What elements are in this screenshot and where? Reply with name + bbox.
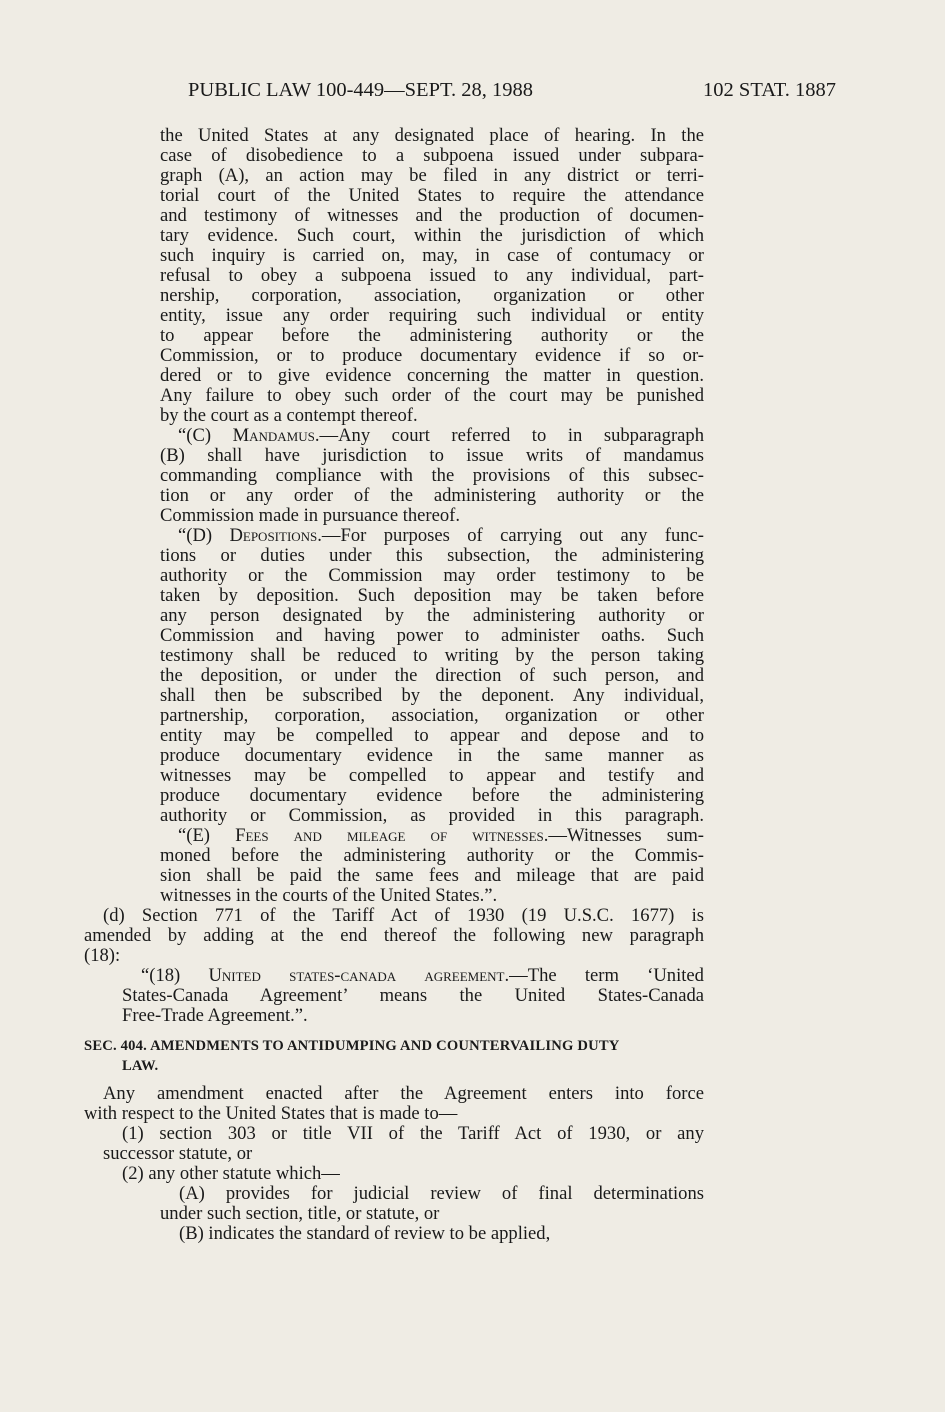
text-line: produce documentary evidence in the same manner as [160,745,704,766]
text-line: by the court as a contempt thereof. [160,405,418,426]
paragraph-heading: United states-canada agreement [208,965,505,986]
text-line: sion shall be paid the same fees and mileage that are paid [160,865,704,886]
list-subitem: (A) provides for judicial review of final determinations [179,1183,704,1204]
text-line: tions or duties under this subsection, the administering [160,545,704,566]
text-line: graph (A), an action may be filed in any district or terri- [160,165,704,186]
law-title: PUBLIC LAW 100-449—SEPT. 28, 1988 [188,79,533,101]
list-subitem-continuation: under such section, title, or statute, or [160,1203,440,1224]
text-line: nership, corporation, association, organization or other [160,285,704,306]
text-line: with respect to the United States that is made to— [84,1103,458,1124]
list-item: (1) section 303 or title VII of the Tariff Act of 1930, or any [122,1123,704,1144]
text-line: (B) shall have jurisdiction to issue writs of mandamus [160,445,704,466]
text-line: moned before the administering authority or the Commis- [160,845,704,866]
section-heading-line: SEC. 404. AMENDMENTS TO ANTIDUMPING AND COUNTERVAILING DUTY [84,1038,620,1054]
text-line: Any amendment enacted after the Agreement enters into force [103,1083,704,1104]
text-line: Free-Trade Agreement.”. [122,1005,308,1026]
text-line: Commission made in pursuance thereof. [160,505,461,526]
page-header [188,77,836,103]
text-line: dered or to give evidence concerning the matter in question. [160,365,704,386]
paragraph-first-line [141,966,704,986]
text-line: the deposition, or under the direction of such person, and [160,665,704,686]
text-line: States-Canada Agreement’ means the United States-Canada [122,985,704,1006]
text-line: tary evidence. Such court, within the jurisdiction of which [160,225,704,246]
text-line: any person designated by the administering authority or [160,605,704,626]
paragraph-label: “(E) [178,825,236,846]
text-line: Commission and having power to administer oaths. Such [160,625,704,646]
text-line: Any failure to obey such order of the court may be punished [160,385,704,406]
paragraph-heading: Depositions [229,525,318,546]
text-line: (d) Section 771 of the Tariff Act of 1930 (19 U.S.C. 1677) is [103,905,704,926]
text-line: case of disobedience to a subpoena issued under subpara- [160,145,704,166]
text-line: authority or Commission, as provided in this paragraph. [160,805,704,826]
text-line: commanding compliance with the provisions of this subsec- [160,465,704,486]
paragraph-text: .—Any court referred to in subparagraph [314,425,704,446]
text-line: witnesses in the courts of the United States.”. [160,885,498,906]
text-line: Commission, or to produce documentary evidence if so or- [160,345,704,366]
list-subitem: (B) indicates the standard of review to be applied, [179,1223,551,1244]
paragraph-text: .—Witnesses sum- [543,825,704,846]
list-item-continuation: successor statute, or [103,1143,253,1164]
text-line: to appear before the administering authority or the [160,325,704,346]
text-line: entity, issue any order requiring such individual or entity [160,305,704,326]
text-line: and testimony of witnesses and the production of documen- [160,205,704,226]
paragraph-text: .—For purposes of carrying out any func- [317,525,704,546]
paragraph-label: “(C) [178,425,233,446]
text-line: produce documentary evidence before the administering [160,785,704,806]
paragraph-first-line [178,826,704,846]
paragraph-label: “(18) [141,965,209,986]
text-line: shall then be subscribed by the deponent. Any individual, [160,685,704,706]
paragraph-label: “(D) [178,525,230,546]
paragraph-heading: Fees and mileage of witnesses [235,825,544,846]
list-item: (2) any other statute which— [122,1163,340,1184]
paragraph-first-line [178,426,704,446]
text-line: refusal to obey a subpoena issued to any individual, part- [160,265,704,286]
paragraph-first-line [178,526,704,546]
text-line: tion or any order of the administering authority or the [160,485,704,506]
text-line: the United States at any designated place of hearing. In the [160,125,704,146]
text-line: amended by adding at the end thereof the following new paragraph [84,925,704,946]
text-line: witnesses may be compelled to appear and testify and [160,765,704,786]
section-heading-line: LAW. [122,1058,159,1074]
text-line: torial court of the United States to require the attendance [160,185,704,206]
statute-page-ref: 102 STAT. 1887 [703,79,836,101]
text-line: entity may be compelled to appear and depose and to [160,725,704,746]
paragraph-heading: Mandamus [232,425,315,446]
text-line: taken by deposition. Such deposition may be taken before [160,585,704,606]
text-line: testimony shall be reduced to writing by the person taking [160,645,704,666]
text-line: authority or the Commission may order testimony to be [160,565,704,586]
paragraph-text: .—The term ‘United [504,965,704,986]
text-line: (18): [84,945,121,966]
text-line: partnership, corporation, association, organization or other [160,705,704,726]
text-line: such inquiry is carried on, may, in case of contumacy or [160,245,704,266]
